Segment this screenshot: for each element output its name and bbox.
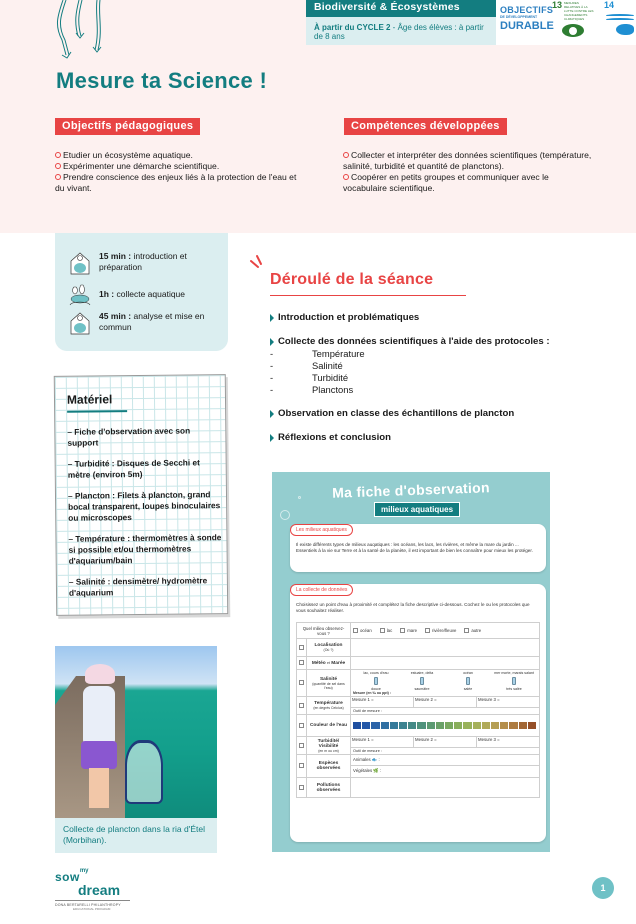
table-row [297, 657, 540, 670]
checkbox[interactable] [299, 703, 304, 708]
sdg-goal-13 [552, 0, 596, 45]
row-label-text: Météo [311, 660, 326, 666]
skills-heading: Compétences développées [344, 118, 507, 135]
timing-description: analyse et mise en commun [99, 311, 205, 332]
timing-description: collecte aquatique [114, 289, 186, 299]
sdg-goal-label: MESURES RELATIVES À LA LUTTE CONTRE LES CHANGEMENTS CLIMATIQUES [564, 1, 594, 21]
checkbox-cell [297, 778, 307, 798]
material-item: – Fiche d'observation avec son support [67, 425, 191, 448]
checkbox[interactable] [425, 628, 430, 633]
row-label-connector: et [327, 660, 330, 665]
logo-program: EDUCATIONAL PROGRAM [73, 906, 111, 911]
checkbox-cell [297, 639, 307, 657]
checkbox[interactable] [299, 763, 304, 768]
option-label: océan [360, 628, 372, 633]
salinity-env: océan [463, 671, 473, 675]
timing-row [69, 311, 214, 335]
sdg-logos [496, 0, 636, 45]
child-skirt [81, 741, 117, 769]
child-figure [83, 686, 115, 744]
fish-icon: 🐟 [371, 757, 378, 762]
protocol-item: - Température [270, 348, 365, 359]
species-field[interactable] [351, 755, 540, 778]
section-pill: Les milieux aquatiques [290, 524, 353, 536]
plankton-net [125, 740, 163, 804]
logo-divider [55, 900, 130, 901]
salinity-option [353, 671, 399, 691]
row-label-text: Turbidité/ Visibilité [317, 738, 340, 749]
checkbox[interactable] [353, 628, 358, 633]
checkbox[interactable] [299, 660, 304, 665]
child-legs [89, 768, 109, 808]
option-label: rivière/fleuve [432, 628, 457, 633]
salinity-level: très salée [506, 687, 522, 691]
aquatic-environments-card [290, 524, 546, 572]
wave-icon [606, 14, 634, 17]
triangle-bullet-icon [270, 434, 274, 442]
color-swatch[interactable] [454, 722, 463, 729]
session-steps [270, 312, 620, 456]
sdg-logo-line2: DE DÉVELOPPEMENT [500, 15, 538, 19]
circle-bullet-icon [55, 163, 61, 169]
eye-globe-icon [562, 24, 584, 37]
option-lake[interactable] [380, 628, 393, 633]
measure-tool[interactable]: Outil de mesure : [353, 749, 382, 753]
row-label [307, 639, 351, 657]
logo-dream: dream [78, 882, 121, 898]
salinity-env: lac, cours d'eau [363, 671, 389, 675]
timing-duration: 1h : [99, 289, 115, 299]
color-swatch[interactable] [427, 722, 436, 729]
classroom-icon [69, 311, 91, 335]
row-label-text: Marée [331, 660, 346, 666]
circle-bullet-icon [343, 174, 349, 180]
table-row [297, 715, 540, 737]
row-label [307, 755, 351, 778]
materials-card [54, 374, 229, 616]
temperature-field[interactable] [351, 697, 540, 715]
option-river[interactable] [425, 628, 456, 633]
row-label [307, 778, 351, 798]
table-row [297, 639, 540, 657]
age-range [306, 17, 496, 45]
salinity-env: mer morte, marais salant [494, 671, 534, 675]
milieu-options [351, 623, 540, 639]
material-item: – Turbidité : Disques de Secchi et mètre (environ 5m) [67, 457, 200, 480]
table-row [297, 737, 540, 755]
logo-sow: sow [55, 870, 80, 884]
sow-my-dream-logo [55, 868, 130, 911]
objective-text: Expérimenter une démarche scientifique. [63, 161, 220, 171]
table-row [297, 670, 540, 697]
checkbox[interactable] [299, 723, 304, 728]
row-label [307, 715, 351, 737]
bubble-decoration [280, 510, 290, 520]
option-label: lac [386, 628, 393, 633]
skills-list [343, 150, 593, 194]
measure-tool[interactable]: Outil de mesure : [353, 709, 382, 713]
step-label: Introduction et problématiques [278, 312, 420, 323]
row-label [307, 657, 351, 670]
sdg-goal-number: 14 [604, 0, 615, 10]
water-color-scale[interactable] [353, 722, 537, 729]
material-item: – Salinité : densimètre/ hydromètre d'aquarium [68, 575, 208, 598]
protocol-label: Température [312, 348, 365, 359]
plants-field[interactable]: Végétales 🌿 : [353, 768, 382, 773]
color-swatch[interactable] [417, 722, 426, 729]
section-text: Il existe différents types de milieux auqatiques : les océans, les lacs, les rivières, et même la mare du jardin ... Essentiels à la vie sur Terre et à la santé de la planète, il est important de bien les connaître pour mieux les protéger. [296, 542, 533, 553]
observation-sheet-preview [272, 472, 550, 852]
turbidity-field[interactable] [351, 737, 540, 755]
salinity-option [445, 671, 491, 691]
materials-heading: Matériel [66, 392, 113, 407]
logo-org: DONA BERTARELLI PHILANTHROPY [55, 902, 121, 907]
session-step [270, 312, 620, 323]
circle-bullet-icon [55, 174, 61, 180]
list-item [55, 161, 305, 172]
triangle-bullet-icon [270, 314, 274, 322]
objective-text: Prendre conscience des enjeux liés à la protection de l'eau et du vivant. [55, 172, 297, 193]
salinity-level: douce [371, 687, 381, 691]
row-label [307, 670, 351, 697]
checkbox[interactable] [299, 743, 304, 748]
color-swatch[interactable] [399, 722, 408, 729]
topic-title: Biodiversité & Écosystèmes [306, 0, 496, 17]
measure-1[interactable]: Mesure 1 = [351, 737, 414, 747]
plants-label: Végétales [353, 768, 373, 773]
row-label-text: Espèces observées [316, 761, 341, 771]
classroom-icon [69, 251, 91, 275]
list-item [55, 172, 305, 194]
checkbox-cell [297, 670, 307, 697]
color-swatch[interactable] [491, 722, 500, 729]
timing-text [99, 283, 214, 300]
measure-2[interactable]: Mesure 2 = [414, 697, 477, 707]
row-sublabel: (en degrés Celcius) [313, 706, 344, 710]
triangle-bullet-icon [270, 410, 274, 418]
color-swatch[interactable] [381, 722, 390, 729]
objective-text: Etudier un écosystème aquatique. [63, 150, 193, 160]
sdg-goal-14 [604, 0, 636, 45]
timing-text [99, 311, 214, 333]
row-label-text: Couleur de l'eau [309, 723, 348, 728]
sdg-goal-number: 13 [552, 0, 563, 10]
protocol-label: Salinité [312, 360, 343, 371]
skill-text: Coopérer en petits groupes et communiquer avec le vocabulaire scientifique. [343, 172, 549, 193]
list-item [343, 150, 593, 172]
step-label: Observation en classe des échantillons de plancton [278, 408, 515, 419]
circle-bullet-icon [55, 152, 61, 158]
row-sublabel: (quantité de sel dans l'eau) [312, 681, 345, 690]
wavy-arrows-icon [50, 0, 110, 60]
option-pond[interactable] [400, 628, 417, 633]
salinity-measure: Mesure (en ‰ ou ppt) : [353, 691, 391, 695]
color-swatch[interactable] [445, 722, 454, 729]
animals-label: Animales [353, 757, 371, 762]
milieu-question: Quel milieu observez-vous ? [297, 623, 351, 639]
color-swatch[interactable] [528, 722, 537, 729]
timing-duration: 45 min : [99, 311, 132, 321]
plankton-collection-photo [55, 646, 217, 818]
meteo-field[interactable] [351, 657, 540, 670]
timing-duration: 15 min : [99, 251, 132, 261]
row-label-text: Pollutions observées [316, 782, 341, 793]
protocol-list [270, 348, 620, 396]
topic-banner [306, 0, 496, 45]
test-tube-icon [466, 677, 470, 685]
page-title: Mesure ta Science ! [56, 68, 268, 93]
cycle-label: À partir du CYCLE 2 [314, 23, 391, 32]
protocol-item: - Planctons [270, 384, 354, 395]
checkbox[interactable] [299, 645, 304, 650]
fish-icon [616, 24, 634, 35]
measure-1[interactable]: Mesure 1 = [351, 697, 414, 707]
checkbox-cell [297, 657, 307, 670]
protocol-item: - Salinité [270, 360, 343, 371]
session-step [270, 432, 620, 443]
spark-decoration-icon [249, 254, 269, 270]
row-label-text: Localisation [314, 643, 343, 648]
sdg-logo-line3: DURABLE [500, 19, 554, 32]
objectives-list [55, 150, 305, 194]
timing-card [55, 233, 228, 351]
color-swatch[interactable] [436, 722, 445, 729]
color-swatch[interactable] [463, 722, 472, 729]
skill-text: Collecter et interpréter des données scientifiques (température, salinité, turbidité et quantité de planctons). [343, 150, 592, 171]
measure-3[interactable]: Mesure 3 = [478, 697, 500, 702]
material-item: – Température : thermomètres à sonde si possible et/ou thermomètres d'aquarium/bain [68, 532, 222, 566]
logo-my: my [79, 868, 89, 874]
materials-underline [67, 410, 127, 412]
color-swatch[interactable] [482, 722, 491, 729]
objectives-heading: Objectifs pédagogiques [55, 118, 200, 135]
session-step [270, 336, 620, 347]
water-color-field [351, 715, 540, 737]
outdoor-pond-icon [69, 283, 91, 307]
color-swatch[interactable] [519, 722, 528, 729]
protocol-item: - Turbidité [270, 372, 349, 383]
material-item: – Plancton : Filets à plancton, grand bocal transparent, loupes binoculaires ou microscopes [67, 489, 221, 523]
timing-description: introduction et préparation [99, 251, 187, 272]
localisation-field[interactable] [351, 639, 540, 657]
checkbox[interactable] [400, 628, 405, 633]
step-label: Collecte des données scientifiques à l'aide des protocoles : [278, 336, 550, 347]
option-label: autre [471, 628, 482, 633]
color-swatch[interactable] [371, 722, 380, 729]
step-label: Réflexions et conclusion [278, 432, 392, 443]
checkbox[interactable] [299, 785, 304, 790]
color-swatch[interactable] [408, 722, 417, 729]
observation-table [296, 622, 540, 798]
measure-2[interactable]: Mesure 2 = [414, 737, 477, 747]
photo-caption: Collecte de plancton dans la ria d'Étel (Morbihan). [55, 818, 217, 853]
row-label [307, 737, 351, 755]
sheet-subtitle: milieux aquatiques [374, 502, 460, 517]
timing-text [99, 251, 214, 273]
row-label-text: Température [314, 701, 343, 706]
table-row [297, 778, 540, 798]
triangle-bullet-icon [270, 338, 274, 346]
checkbox[interactable] [464, 628, 469, 633]
color-swatch[interactable] [353, 722, 362, 729]
salinity-level: salée [463, 687, 473, 691]
list-item [55, 150, 305, 161]
salinity-option [491, 671, 537, 691]
table-row [297, 623, 540, 639]
row-sublabel: (Où ?) [323, 648, 334, 652]
salinity-option [399, 671, 445, 691]
option-label: mare [407, 628, 418, 633]
section-pill: La collecte de données [290, 584, 353, 596]
animals-field[interactable]: Animales 🐟 : [351, 755, 539, 766]
color-swatch[interactable] [509, 722, 518, 729]
photo-card [55, 646, 217, 853]
salinity-field [351, 670, 540, 697]
test-tube-icon [374, 677, 378, 685]
test-tube-icon [420, 677, 424, 685]
protocol-label: Planctons [312, 384, 354, 395]
checkbox-cell [297, 697, 307, 715]
session-step [270, 408, 620, 419]
checkbox-cell [297, 737, 307, 755]
page-number: 1 [592, 877, 614, 899]
materials-list [67, 425, 224, 609]
data-collection-card [290, 584, 546, 842]
color-swatch[interactable] [362, 722, 371, 729]
option-other[interactable] [464, 628, 481, 633]
sheet-title: Ma fiche d'observation [331, 479, 491, 501]
checkbox-cell [297, 715, 307, 737]
checkbox[interactable] [380, 628, 385, 633]
protocol-label: Turbidité [312, 372, 349, 383]
section-text: Choisissez un point d'eau à proximité et complétez la fiche descriptive ci-dessous. Cochez le ou les protocoles que vous souhaitez réaliser. [296, 602, 530, 613]
color-swatch[interactable] [473, 722, 482, 729]
age-label: - Âge des élèves : à partir de 8 ans [314, 23, 484, 41]
wave-icon [606, 18, 634, 21]
row-label-text: Salinité [319, 676, 338, 682]
child-hat [85, 664, 115, 684]
sdg-logo [500, 6, 554, 32]
salinity-env: estuaire, delta [410, 671, 434, 675]
timing-row [69, 251, 214, 275]
row-sublabel: (en m ou cm) [318, 748, 339, 753]
color-swatch[interactable] [390, 722, 399, 729]
test-tube-icon [512, 677, 516, 685]
option-ocean[interactable] [353, 628, 372, 633]
session-heading-underline [270, 295, 466, 296]
plant-icon: 🌿 [373, 768, 379, 773]
salinity-level: saumâtre [414, 687, 430, 691]
checkbox[interactable] [299, 680, 304, 685]
checkbox-cell [297, 755, 307, 778]
table-row [297, 697, 540, 715]
session-heading: Déroulé de la séance [270, 271, 434, 288]
table-row [297, 755, 540, 778]
color-swatch[interactable] [500, 722, 509, 729]
circle-bullet-icon [343, 152, 349, 158]
row-label [307, 697, 351, 715]
pollution-field[interactable] [351, 778, 540, 798]
measure-3[interactable]: Mesure 3 = [478, 737, 500, 742]
list-item [343, 172, 593, 194]
sdg-logo-line1: OBJECTIFS [500, 5, 554, 15]
timing-row [69, 283, 214, 307]
